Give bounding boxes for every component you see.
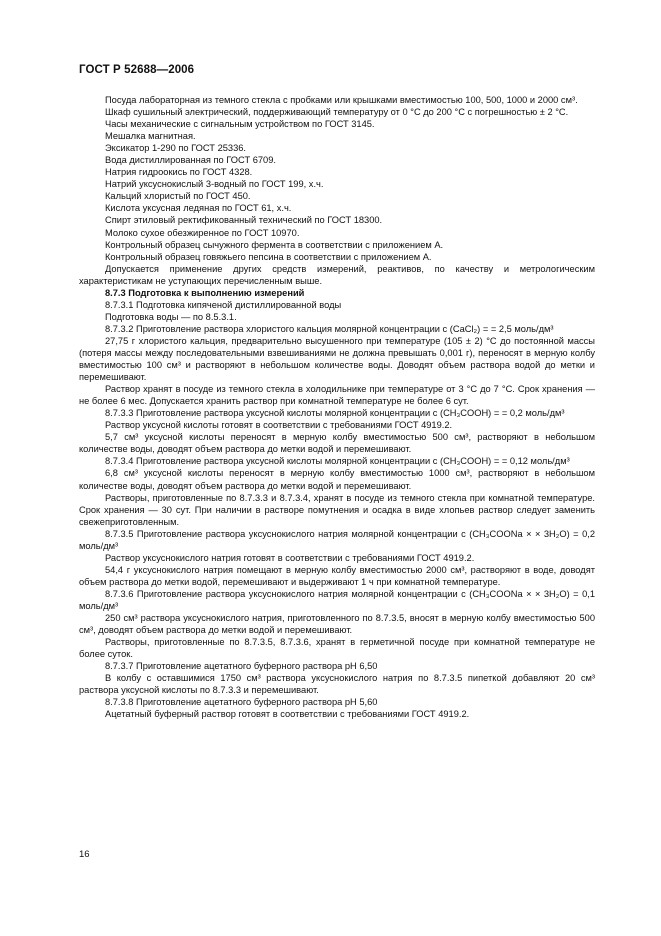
paragraph: 5,7 см³ уксусной кислоты переносят в мерную колбу вместимостью 500 см³, растворяют в небольшом количестве воды, доводят объем раствора до метки водой и перемешивают. [79,432,595,455]
section-heading: 8.7.3 Подготовка к выполнению измерений [105,287,305,298]
paragraph: Подготовка воды — по 8.5.3.1. [105,311,237,322]
paragraph: 8.7.3.1 Подготовка кипяченой дистиллированной воды [105,299,342,310]
paragraph: Допускается применение других средств измерений, реактивов, по качеству и метрологическим характеристикам не уступающих перечисленным выше. [79,263,595,286]
paragraph: Контрольный образец сычужного фермента в соответствии с приложением А. [105,239,444,250]
paragraph: Часы механические с сигнальным устройством по ГОСТ 3145. [105,119,375,130]
paragraph: Растворы, приготовленные по 8.7.3.5, 8.7.3.6, хранят в герметичной посуде при комнатной температуре не более суток. [79,637,595,660]
paragraph: Посуда лабораторная из темного стекла с пробками или крышками вместимостью 100, 500, 1000 и 2000 см³. [105,95,578,105]
paragraph: 8.7.3.7 Приготовление ацетатного буферного раствора pH 6,50 [105,661,378,672]
paragraph: 6,8 см³ уксусной кислоты переносят в мерную колбу вместимостью 1000 см³, растворяют в небольшом количестве воды, доводят объем раствора до метки водой и перемешивают. [79,468,595,491]
paragraph: Ацетатный буферный раствор готовят в соответствии с требованиями ГОСТ 4919.2. [105,709,470,720]
paragraph: Натрия гидроокись по ГОСТ 4328. [105,167,253,178]
paragraph: Раствор уксусной кислоты готовят в соответствии с требованиями ГОСТ 4919.2. [105,420,453,431]
page-number: 16 [79,849,90,860]
paragraph: Спирт этиловый ректификованный технический по ГОСТ 18300. [105,215,383,226]
paragraph: Кислота уксусная ледяная по ГОСТ 61, х.ч. [105,203,292,214]
paragraph: Молоко сухое обезжиренное по ГОСТ 10970. [105,227,300,238]
paragraph: Раствор хранят в посуде из темного стекла в холодильнике при температуре от 3 °С до 7 °С. Срок хранения — не более 6 мес. Допускается хранить раствор при комнатной температуре не более 6 сут. [79,384,595,407]
paragraph: 8.7.3.2 Приготовление раствора хлористого кальция молярной концентрации c (CaCl₂) = = 2,5 моль/дм³ [105,323,554,334]
paragraph: Вода дистиллированная по ГОСТ 6709. [105,155,276,166]
paragraph: Шкаф сушильный электрический, поддерживающий температуру от 0 °С до 200 °С с погрешностью ± 2 °С. [105,107,569,118]
paragraph: 250 см³ раствора уксуснокислого натрия, приготовленного по 8.7.3.5, вносят в мерную колбу вместимостью 500 см³, доводят объем раствора до метки водой и перемешивают. [79,613,595,636]
paragraph: Раствор уксуснокислого натрия готовят в соответствии с требованиями ГОСТ 4919.2. [105,552,475,563]
document-header: ГОСТ Р 52688—2006 [79,64,195,76]
paragraph: 54,4 г уксуснокислого натрия помещают в мерную колбу вместимостью 2000 см³, растворяют в воде, доводят объем раствора до метки водой, перемешивают и выдерживают 1 ч при комнатной температуре. [79,564,595,587]
paragraph: 8.7.3.3 Приготовление раствора уксусной кислоты молярной концентрации c (CH₃COOH) = = 0,2 моль/дм³ [105,408,565,419]
paragraph: В колбу с оставшимися 1750 см³ раствора уксуснокислого натрия по 8.7.3.5 пипеткой добавляют 20 см³ раствора уксусной кислоты по 8.7.3.3 и перемешивают. [79,673,595,696]
paragraph: 8.7.3.4 Приготовление раствора уксусной кислоты молярной концентрации c (CH₃COOH) = = 0,12 моль/дм³ [105,456,570,467]
paragraph: 8.7.3.6 Приготовление раствора уксуснокислого натрия молярной концентрации c (CH₃COONa × × 3H₂O) = 0,1 моль/дм³ [79,588,595,611]
paragraph: 27,75 г хлористого кальция, предварительно высушенного при температуре (105 ± 2) °С до постоянной массы (потеря массы между последовательными взвешиваниями не должна превышать 0,001 г), переносят в мерную колбу вместимостью 100 см³ и растворяют в небольшом количестве воды. Доводят объем раствора водой до метки и перемешивают. [79,335,595,383]
paragraph: Растворы, приготовленные по 8.7.3.3 и 8.7.3.4, хранят в посуде из темного стекла при комнатной температуре. Срок хранения — 30 сут. При наличии в растворе помутнения и осадка в виде хлопьев раствор следует заменить свежеприготовленным. [79,492,595,527]
document-body [79,94,595,720]
paragraph: Мешалка магнитная. [105,131,196,142]
paragraph: 8.7.3.5 Приготовление раствора уксуснокислого натрия молярной концентрации c (CH₃COONa × × 3H₂O) = 0,2 моль/дм³ [79,528,595,551]
paragraph: Кальций хлористый по ГОСТ 450. [105,191,251,202]
paragraph: Контрольный образец говяжьего пепсина в соответствии с приложением А. [105,251,432,262]
paragraph: Эксикатор 1-290 по ГОСТ 25336. [105,143,247,154]
paragraph: Натрий уксуснокислый 3-водный по ГОСТ 199, х.ч. [105,179,324,190]
paragraph: 8.7.3.8 Приготовление ацетатного буферного раствора pH 5,60 [105,697,378,708]
